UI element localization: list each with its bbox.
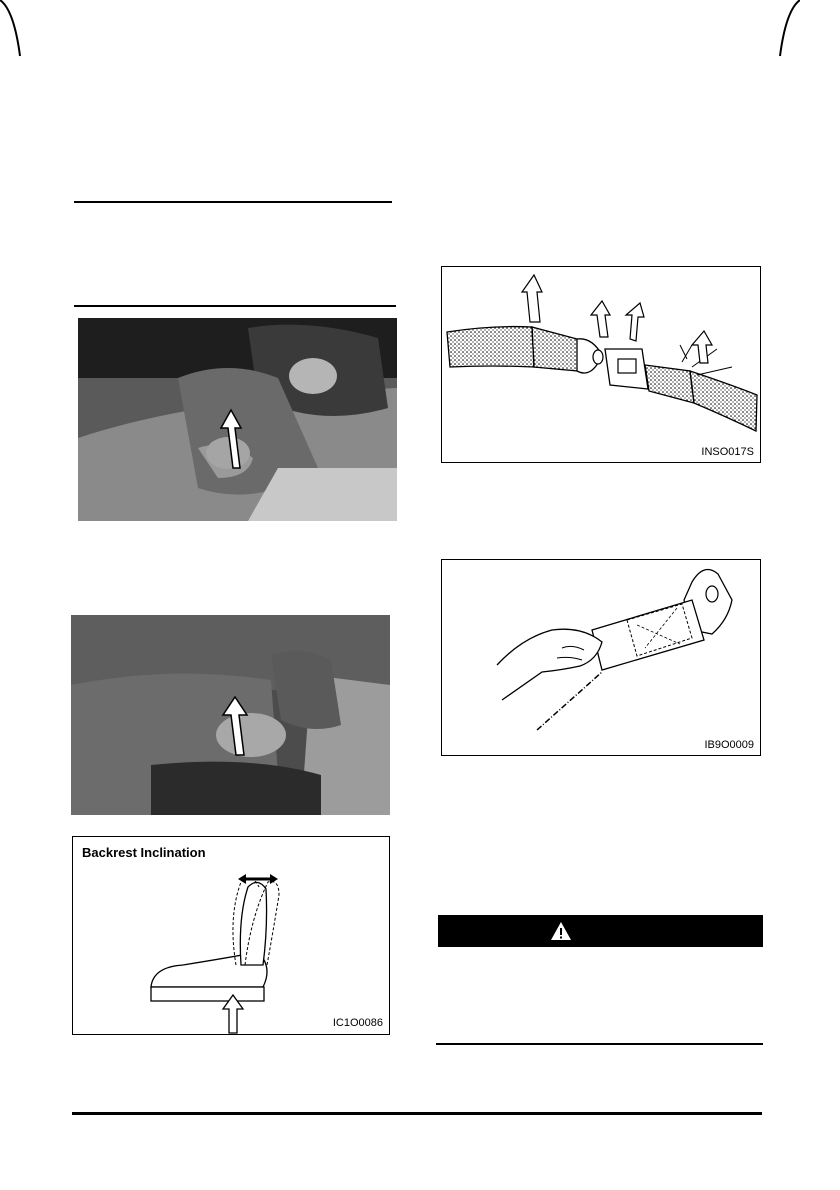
corner-mark-left [0, 0, 40, 60]
seat-adjust-photo-2 [71, 615, 390, 815]
figure-code: IC1O0086 [332, 1017, 383, 1029]
seat-adjust-photo-1 [78, 318, 397, 521]
figure-title: Backrest Inclination [82, 845, 206, 860]
belt-pull-figure [441, 559, 761, 756]
seatbelt-inspection-figure [441, 266, 761, 463]
seatbelt-diagram [442, 267, 760, 462]
backrest-inclination-figure [72, 836, 390, 1035]
warning-rule-bottom [436, 1043, 763, 1045]
figure-code: IB9O0009 [704, 739, 754, 751]
belt-pull-diagram [442, 560, 760, 755]
warning-triangle-icon [550, 921, 572, 941]
section-rule-bottom [74, 305, 396, 307]
warning-header-bar [438, 915, 763, 947]
figure-code: INSO017S [701, 446, 754, 458]
seat-diagram [73, 837, 389, 1034]
section-rule-top [74, 201, 392, 203]
corner-mark-right [760, 0, 800, 60]
page-footer-rule [72, 1112, 762, 1115]
